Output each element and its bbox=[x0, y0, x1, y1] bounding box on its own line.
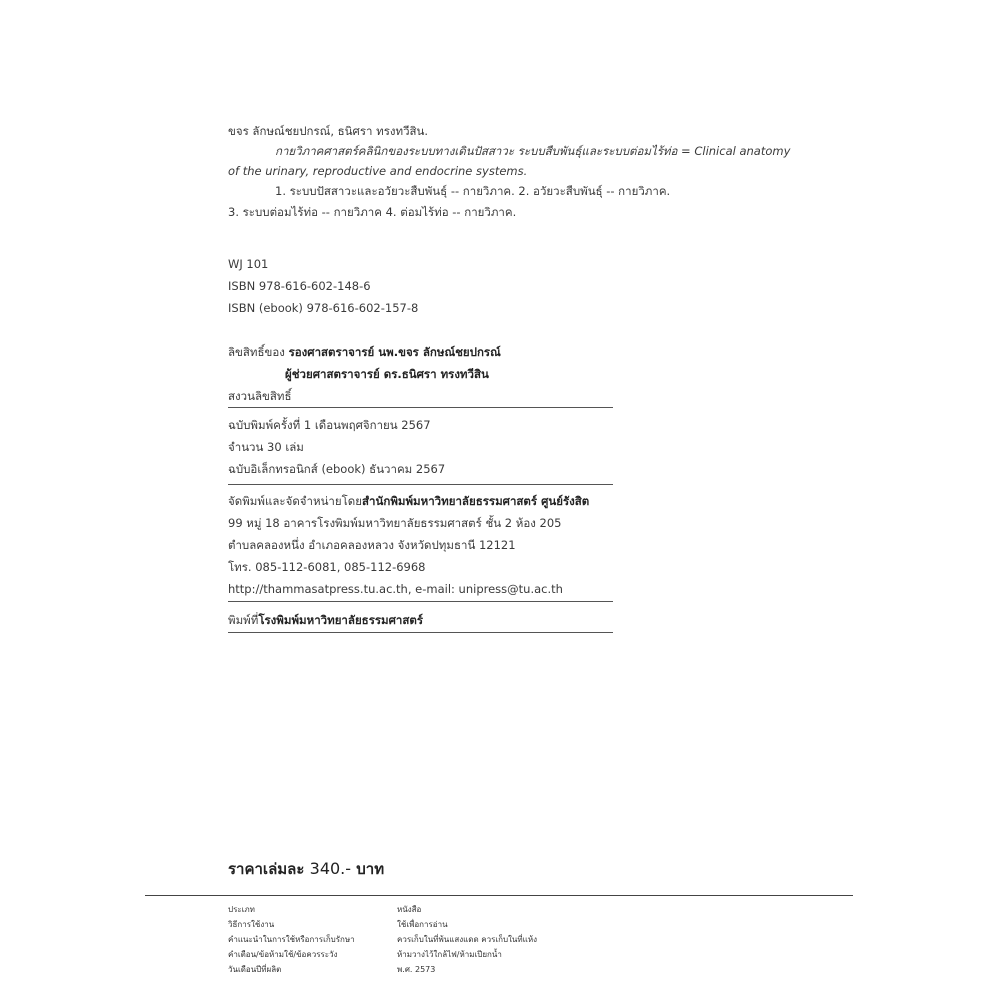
publisher-label: จัดพิมพ์และจัดจำหน่ายโดย bbox=[228, 494, 363, 508]
printer-name: โรงพิมพ์มหาวิทยาลัยธรรมศาสตร์ bbox=[258, 613, 424, 627]
printer-line bbox=[228, 609, 768, 631]
subjects-line-2: 3. ระบบต่อมไร้ท่อ -- กายวิภาค 4. ต่อมไร้ท่อ -- กายวิภาค. bbox=[228, 205, 517, 219]
author-line: ขจร ลักษณ์ชยปกรณ์, ธนิศรา ทรงทวีสิน. bbox=[228, 124, 429, 138]
publisher-name: สำนักพิมพ์มหาวิทยาลัยธรรมศาสตร์ ศูนย์รังสิต bbox=[362, 494, 590, 508]
identifiers-block bbox=[228, 253, 768, 319]
spec-label-type: ประเภท bbox=[228, 905, 255, 914]
first-print: ฉบับพิมพ์ครั้งที่ 1 เดือนพฤศจิกายน 2567 bbox=[228, 418, 431, 432]
copyright-block bbox=[228, 341, 768, 407]
printer-block bbox=[228, 609, 768, 631]
publisher-block bbox=[228, 490, 768, 600]
spec-labels bbox=[228, 902, 355, 977]
spec-value-date: พ.ศ. 2573 bbox=[397, 965, 436, 974]
divider-3 bbox=[228, 601, 613, 602]
copyright-label: ลิขสิทธิ์ของ bbox=[228, 345, 285, 359]
spec-value-type: หนังสือ bbox=[397, 905, 422, 914]
copyright-line-1 bbox=[228, 341, 768, 363]
ebook-edition: ฉบับอิเล็กทรอนิกส์ (ebook) ธันวาคม 2567 bbox=[228, 462, 446, 476]
printer-label: พิมพ์ที่ bbox=[228, 613, 259, 627]
rights-reserved: สงวนลิขสิทธิ์ bbox=[228, 389, 292, 403]
price-line bbox=[228, 857, 384, 881]
divider-4 bbox=[228, 632, 613, 633]
copyright-holder-2: ผู้ช่วยศาสตราจารย์ ดร.ธนิศรา ทรงทวีสิน bbox=[285, 367, 489, 381]
divider-2 bbox=[228, 484, 613, 485]
bottom-divider bbox=[145, 895, 853, 896]
edition-block bbox=[228, 414, 768, 480]
publisher-web: http://thammasatpress.tu.ac.th, e-mail: unipress@tu.ac.th bbox=[228, 582, 563, 596]
title-line-2: of the urinary, reproductive and endocrine systems. bbox=[228, 164, 528, 178]
copies: จำนวน 30 เล่ม bbox=[228, 440, 304, 454]
price-currency: บาท bbox=[356, 860, 385, 878]
isbn: ISBN 978-616-602-148-6 bbox=[228, 279, 371, 293]
isbn-ebook: ISBN (ebook) 978-616-602-157-8 bbox=[228, 301, 419, 315]
publisher-address-2: ตำบลคลองหนึ่ง อำเภอคลองหลวง จังหวัดปทุมธานี 12121 bbox=[228, 538, 516, 552]
spec-values bbox=[397, 902, 537, 977]
spec-label-date: วันเดือนปีที่ผลิต bbox=[228, 965, 282, 974]
spec-value-storage: ควรเก็บในที่พ้นแสงแดด ควรเก็บในที่แห้ง bbox=[397, 935, 538, 944]
copyright-holder-1: รองศาสตราจารย์ นพ.ขจร ลักษณ์ชยปกรณ์ bbox=[288, 345, 501, 359]
publisher-phone: โทร. 085-112-6081, 085-112-6968 bbox=[228, 560, 426, 574]
spec-label-storage: คำแนะนำในการใช้หรือการเก็บรักษา bbox=[228, 935, 355, 944]
price-amount: 340.- bbox=[309, 859, 352, 878]
spec-value-warning: ห้ามวางไว้ใกล้ไฟ/ห้ามเปียกน้ำ bbox=[397, 950, 502, 959]
cataloging-block bbox=[228, 121, 791, 222]
spec-value-usage: ใช้เพื่อการอ่าน bbox=[397, 920, 448, 929]
subjects-line-1: 1. ระบบปัสสาวะและอวัยวะสืบพันธุ์ -- กายวิภาค. 2. อวัยวะสืบพันธุ์ -- กายวิภาค. bbox=[275, 184, 671, 198]
call-number: WJ 101 bbox=[228, 257, 269, 271]
spec-label-usage: วิธีการใช้งาน bbox=[228, 920, 275, 929]
spec-label-warning: คำเตือน/ข้อห้ามใช้/ข้อควรระวัง bbox=[228, 950, 338, 959]
title-line-1: กายวิภาคศาสตร์คลินิกของระบบทางเดินปัสสาวะ ระบบสืบพันธุ์และระบบต่อมไร้ท่อ = Clinical anatomy bbox=[275, 144, 791, 158]
publisher-line bbox=[228, 490, 768, 512]
publisher-address-1: 99 หมู่ 18 อาคารโรงพิมพ์มหาวิทยาลัยธรรมศาสตร์ ชั้น 2 ห้อง 205 bbox=[228, 516, 562, 530]
price-label: ราคาเล่มละ bbox=[228, 860, 305, 878]
divider-1 bbox=[228, 407, 613, 408]
